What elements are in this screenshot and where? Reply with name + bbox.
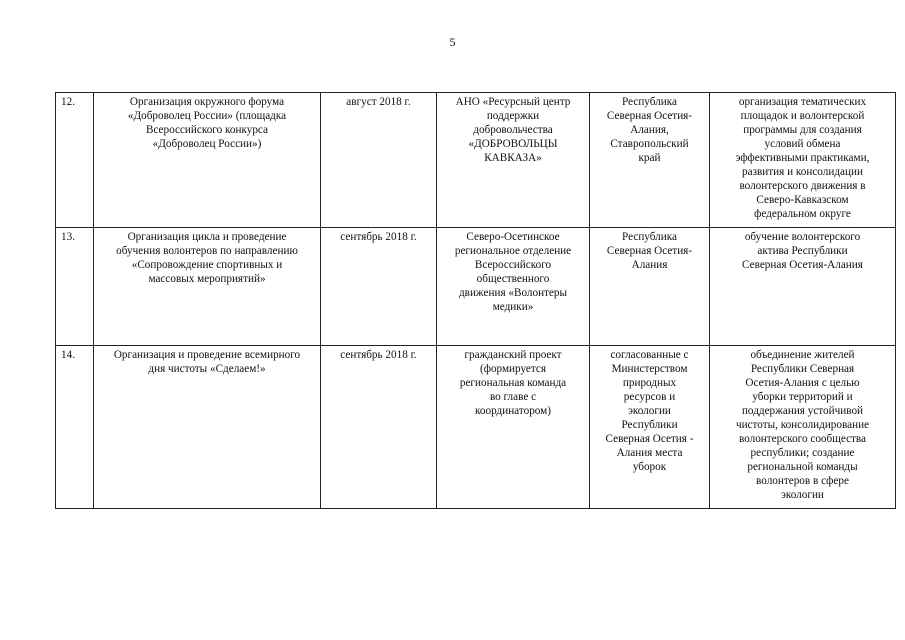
- region-line: Республика: [622, 96, 677, 108]
- goal-line: Северо-Кавказском: [756, 194, 849, 206]
- event-line: массовых мероприятий»: [148, 273, 266, 285]
- table-row: [56, 228, 896, 346]
- goal-line: волонтеров в сфере: [756, 475, 849, 487]
- event-line: Организация окружного форума: [129, 96, 285, 108]
- events-table-body: [56, 93, 896, 509]
- goal-line: актива Республики: [757, 245, 848, 257]
- table-row: [56, 93, 896, 228]
- region-line: Северная Осетия-: [606, 110, 693, 122]
- organizer-line: региональная команда: [459, 377, 567, 389]
- page-number: 5: [449, 35, 456, 49]
- event-line: Всероссийского конкурса: [145, 124, 268, 136]
- event-name-cell: [94, 228, 321, 346]
- region-line: Северная Осетия-: [606, 245, 693, 257]
- event-line: обучения волонтеров по направлению: [116, 245, 298, 257]
- row-number-cell: 14.: [56, 346, 94, 509]
- organizer-line: КАВКАЗА»: [484, 152, 542, 164]
- organizer-line: общественного: [476, 273, 550, 285]
- goal-line: уборки территорий и: [752, 391, 853, 403]
- organizer-line: гражданский проект: [464, 349, 562, 361]
- region-line: ресурсов и: [623, 391, 676, 403]
- region-line: Алания: [631, 259, 668, 271]
- organizer-line: «ДОБРОВОЛЬЦЫ: [468, 138, 558, 150]
- region-line: край: [638, 152, 661, 164]
- date-line: август 2018 г.: [346, 96, 411, 108]
- events-table: [55, 92, 896, 509]
- date-line: сентябрь 2018 г.: [340, 231, 417, 243]
- goal-line: экологии: [781, 489, 824, 501]
- region-line: Алания,: [630, 124, 669, 136]
- organizer-line: координатором): [475, 405, 551, 417]
- organizer-cell: [437, 228, 590, 346]
- goal-line: развития и консолидации: [742, 166, 863, 178]
- organizer-line: Всероссийского: [474, 259, 552, 271]
- region-line: природных: [622, 377, 677, 389]
- goal-line: волонтерского движения в: [739, 180, 866, 192]
- region-line: Ставропольский: [610, 138, 689, 150]
- region-line: Республика: [622, 231, 677, 243]
- goal-line: организация тематических: [738, 96, 867, 108]
- event-line: Организация цикла и проведение: [127, 231, 287, 243]
- organizer-line: во главе с: [489, 391, 537, 403]
- date-cell: [321, 228, 437, 346]
- organizer-line: медики»: [492, 301, 534, 313]
- goal-cell: [710, 346, 896, 509]
- goal-line: условий обмена: [764, 138, 841, 150]
- goal-line: эффективными практиками,: [735, 152, 870, 164]
- event-line: «Сопровождение спортивных и: [131, 259, 283, 271]
- goal-line: волонтерского сообщества: [738, 433, 867, 445]
- region-line: экологии: [628, 405, 671, 417]
- organizer-line: АНО «Ресурсный центр: [455, 96, 571, 108]
- organizer-line: добровольчества: [473, 124, 553, 136]
- organizer-line: движения «Волонтеры: [458, 287, 568, 299]
- organizer-cell: [437, 346, 590, 509]
- event-line: «Доброволец России»): [152, 138, 262, 150]
- region-line: Республики: [621, 419, 678, 431]
- organizer-line: региональное отделение: [454, 245, 572, 257]
- event-name-cell: [94, 346, 321, 509]
- table-row: [56, 346, 896, 509]
- organizer-line: поддержки: [486, 110, 540, 122]
- region-line: Министерством: [611, 363, 688, 375]
- goal-cell: [710, 228, 896, 346]
- goal-line: площадок и волонтерской: [740, 110, 865, 122]
- goal-line: федеральном округе: [754, 208, 851, 220]
- goal-line: республики; создание: [750, 447, 855, 459]
- goal-line: региональной команды: [747, 461, 858, 473]
- row-number-cell: 12.: [56, 93, 94, 228]
- event-name-cell: [94, 93, 321, 228]
- goal-line: обучение волонтерского: [744, 231, 861, 243]
- date-cell: [321, 93, 437, 228]
- region-line: Северная Осетия -: [605, 433, 694, 445]
- region-line: Алания места: [616, 447, 683, 459]
- row-number-cell: 13.: [56, 228, 94, 346]
- date-line: сентябрь 2018 г.: [340, 349, 417, 361]
- organizer-line: (формируется: [479, 363, 547, 375]
- goal-line: поддержания устойчивой: [741, 405, 864, 417]
- region-line: согласованные с: [610, 349, 689, 361]
- goal-cell: [710, 93, 896, 228]
- goal-line: чистоты, консолидирование: [735, 419, 870, 431]
- event-line: «Доброволец России» (площадка: [127, 110, 287, 122]
- event-line: Организация и проведение всемирного: [113, 349, 301, 361]
- goal-line: Северная Осетия-Алания: [742, 259, 863, 271]
- goal-line: Республики Северная: [750, 363, 855, 375]
- date-cell: [321, 346, 437, 509]
- region-line: уборок: [632, 461, 667, 473]
- event-line: дня чистоты «Сделаем!»: [148, 363, 266, 375]
- goal-line: программы для создания: [743, 124, 862, 136]
- region-cell: [590, 346, 710, 509]
- organizer-cell: [437, 93, 590, 228]
- region-cell: [590, 228, 710, 346]
- goal-line: объединение жителей: [750, 349, 855, 361]
- organizer-line: Северо-Осетинское: [466, 231, 560, 243]
- goal-line: Осетия-Алания с целью: [745, 377, 860, 389]
- region-cell: [590, 93, 710, 228]
